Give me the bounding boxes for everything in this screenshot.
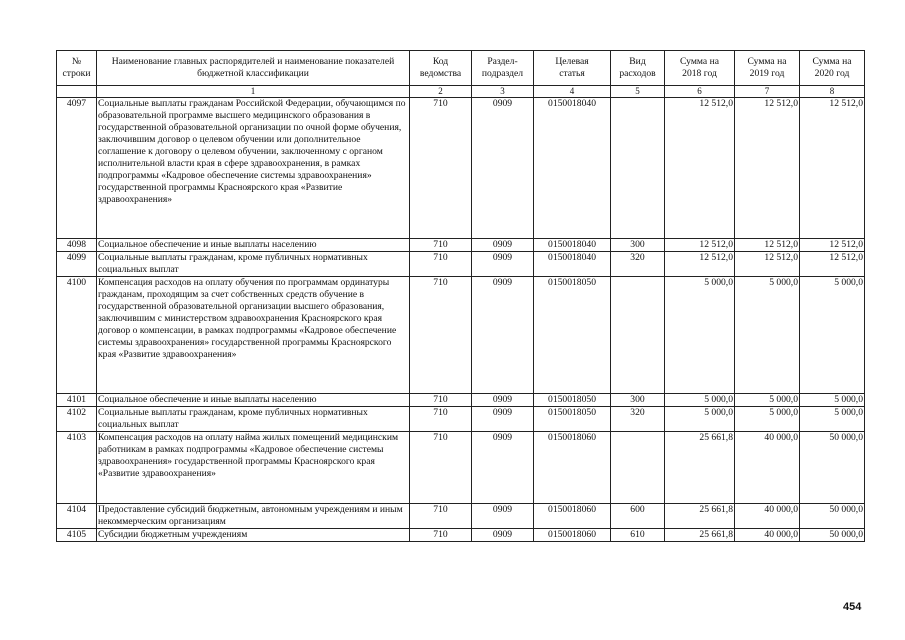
cell-target-article: 0150018040 <box>534 239 611 252</box>
cell-expense-type: 600 <box>611 504 665 529</box>
cell-department-code: 710 <box>410 432 472 504</box>
cell-row-number: 4098 <box>57 239 97 252</box>
cell-target-article: 0150018040 <box>534 252 611 277</box>
cell-name: Социальное обеспечение и иные выплаты населению <box>97 394 410 407</box>
cell-row-number: 4100 <box>57 277 97 394</box>
cell-sum-2018: 25 661,8 <box>665 504 735 529</box>
table-header-row <box>57 51 865 86</box>
cell-department-code: 710 <box>410 394 472 407</box>
header-row-number: № строки <box>57 51 97 86</box>
cell-row-number: 4102 <box>57 407 97 432</box>
table-row <box>57 239 865 252</box>
cell-expense-type: 320 <box>611 252 665 277</box>
cell-sum-2018: 12 512,0 <box>665 239 735 252</box>
cell-expense-type: 320 <box>611 407 665 432</box>
cell-sum-2018: 5 000,0 <box>665 407 735 432</box>
cell-name: Компенсация расходов на оплату обучения по программам ординатуры гражданам, проходящим за счет собственных средств обучение в государственной образовательной организации высшего образования, заключившим с министерством здравоохранения Красноярского края договор о компенсации, в рамках подпрограммы «Кадровое обеспечение системы здравоохранения» государственной программы Красноярского края «Развитие здравоохранения» <box>97 277 410 394</box>
table-column-numbers-row <box>57 86 865 98</box>
cell-sum-2018: 5 000,0 <box>665 277 735 394</box>
cell-sum-2018: 25 661,8 <box>665 529 735 542</box>
table-row <box>57 252 865 277</box>
header-sum-2019: Сумма на 2019 год <box>735 51 800 86</box>
cell-row-number: 4103 <box>57 432 97 504</box>
cell-sum-2020: 50 000,0 <box>800 529 865 542</box>
cell-sum-2020: 12 512,0 <box>800 239 865 252</box>
header-expense-type: Вид расходов <box>611 51 665 86</box>
column-number-cell: 8 <box>800 86 865 98</box>
cell-section: 0909 <box>472 407 534 432</box>
cell-row-number: 4097 <box>57 98 97 239</box>
cell-section: 0909 <box>472 98 534 239</box>
cell-sum-2020: 50 000,0 <box>800 432 865 504</box>
header-department-code: Код ведомства <box>410 51 472 86</box>
table-row <box>57 277 865 394</box>
cell-section: 0909 <box>472 239 534 252</box>
cell-name: Социальные выплаты гражданам, кроме публичных нормативных социальных выплат <box>97 407 410 432</box>
header-section: Раздел- подраздел <box>472 51 534 86</box>
column-number-cell: 7 <box>735 86 800 98</box>
cell-department-code: 710 <box>410 407 472 432</box>
cell-section: 0909 <box>472 504 534 529</box>
cell-name: Социальное обеспечение и иные выплаты населению <box>97 239 410 252</box>
cell-sum-2020: 12 512,0 <box>800 98 865 239</box>
budget-table <box>56 50 865 542</box>
column-number-cell: 4 <box>534 86 611 98</box>
table-row <box>57 394 865 407</box>
header-target-article: Целевая статья <box>534 51 611 86</box>
cell-target-article: 0150018050 <box>534 394 611 407</box>
cell-target-article: 0150018050 <box>534 277 611 394</box>
cell-sum-2020: 5 000,0 <box>800 277 865 394</box>
cell-section: 0909 <box>472 277 534 394</box>
cell-sum-2020: 12 512,0 <box>800 252 865 277</box>
cell-name: Субсидии бюджетным учреждениям <box>97 529 410 542</box>
cell-sum-2020: 5 000,0 <box>800 407 865 432</box>
cell-sum-2018: 12 512,0 <box>665 98 735 239</box>
table-row <box>57 407 865 432</box>
cell-sum-2020: 50 000,0 <box>800 504 865 529</box>
cell-expense-type <box>611 98 665 239</box>
column-number-cell: 2 <box>410 86 472 98</box>
cell-expense-type: 610 <box>611 529 665 542</box>
page-number: 454 <box>843 601 862 613</box>
table-body <box>57 98 865 542</box>
cell-target-article: 0150018040 <box>534 98 611 239</box>
table-row <box>57 432 865 504</box>
cell-sum-2019: 40 000,0 <box>735 504 800 529</box>
cell-department-code: 710 <box>410 504 472 529</box>
cell-department-code: 710 <box>410 239 472 252</box>
cell-sum-2019: 12 512,0 <box>735 98 800 239</box>
column-number-cell <box>57 86 97 98</box>
table-row <box>57 98 865 239</box>
column-number-cell: 1 <box>97 86 410 98</box>
column-number-cell: 3 <box>472 86 534 98</box>
cell-sum-2018: 25 661,8 <box>665 432 735 504</box>
cell-section: 0909 <box>472 394 534 407</box>
cell-row-number: 4101 <box>57 394 97 407</box>
cell-department-code: 710 <box>410 252 472 277</box>
cell-sum-2019: 5 000,0 <box>735 394 800 407</box>
table-row <box>57 504 865 529</box>
cell-row-number: 4104 <box>57 504 97 529</box>
cell-target-article: 0150018060 <box>534 504 611 529</box>
cell-sum-2020: 5 000,0 <box>800 394 865 407</box>
cell-department-code: 710 <box>410 98 472 239</box>
cell-sum-2019: 40 000,0 <box>735 529 800 542</box>
cell-expense-type <box>611 277 665 394</box>
cell-target-article: 0150018060 <box>534 432 611 504</box>
cell-sum-2019: 12 512,0 <box>735 252 800 277</box>
cell-name: Социальные выплаты гражданам, кроме публичных нормативных социальных выплат <box>97 252 410 277</box>
cell-target-article: 0150018060 <box>534 529 611 542</box>
cell-expense-type: 300 <box>611 239 665 252</box>
cell-name: Компенсация расходов на оплату найма жилых помещений медицинским работникам в рамках подпрограммы «Кадровое обеспечение системы здравоохранения» государственной программы Красноярского края «Развитие здравоохранения» <box>97 432 410 504</box>
cell-row-number: 4105 <box>57 529 97 542</box>
cell-sum-2019: 5 000,0 <box>735 277 800 394</box>
cell-name: Социальные выплаты гражданам Российской Федерации, обучающимся по образовательной программе высшего медицинского образования в государственной образовательной организации по очной форме обучения, заключившим договор о целевом обучении или дополнительное соглашение к договору о целевом обучении, заключенному с органом исполнительной власти края в сфере здравоохранения, в рамках подпрограммы «Кадровое обеспечение системы здравоохранения» государственной программы Красноярского края «Развитие здравоохранения» <box>97 98 410 239</box>
cell-row-number: 4099 <box>57 252 97 277</box>
cell-sum-2019: 12 512,0 <box>735 239 800 252</box>
cell-section: 0909 <box>472 432 534 504</box>
cell-sum-2018: 5 000,0 <box>665 394 735 407</box>
column-number-cell: 5 <box>611 86 665 98</box>
cell-department-code: 710 <box>410 529 472 542</box>
cell-expense-type <box>611 432 665 504</box>
cell-sum-2019: 5 000,0 <box>735 407 800 432</box>
cell-expense-type: 300 <box>611 394 665 407</box>
cell-name: Предоставление субсидий бюджетным, автономным учреждениям и иным некоммерческим организациям <box>97 504 410 529</box>
cell-section: 0909 <box>472 252 534 277</box>
cell-sum-2019: 40 000,0 <box>735 432 800 504</box>
cell-section: 0909 <box>472 529 534 542</box>
column-number-cell: 6 <box>665 86 735 98</box>
cell-sum-2018: 12 512,0 <box>665 252 735 277</box>
header-name: Наименование главных распорядителей и наименование показателей бюджетной классификации <box>97 51 410 86</box>
table-row <box>57 529 865 542</box>
cell-department-code: 710 <box>410 277 472 394</box>
cell-target-article: 0150018050 <box>534 407 611 432</box>
header-sum-2020: Сумма на 2020 год <box>800 51 865 86</box>
header-sum-2018: Сумма на 2018 год <box>665 51 735 86</box>
